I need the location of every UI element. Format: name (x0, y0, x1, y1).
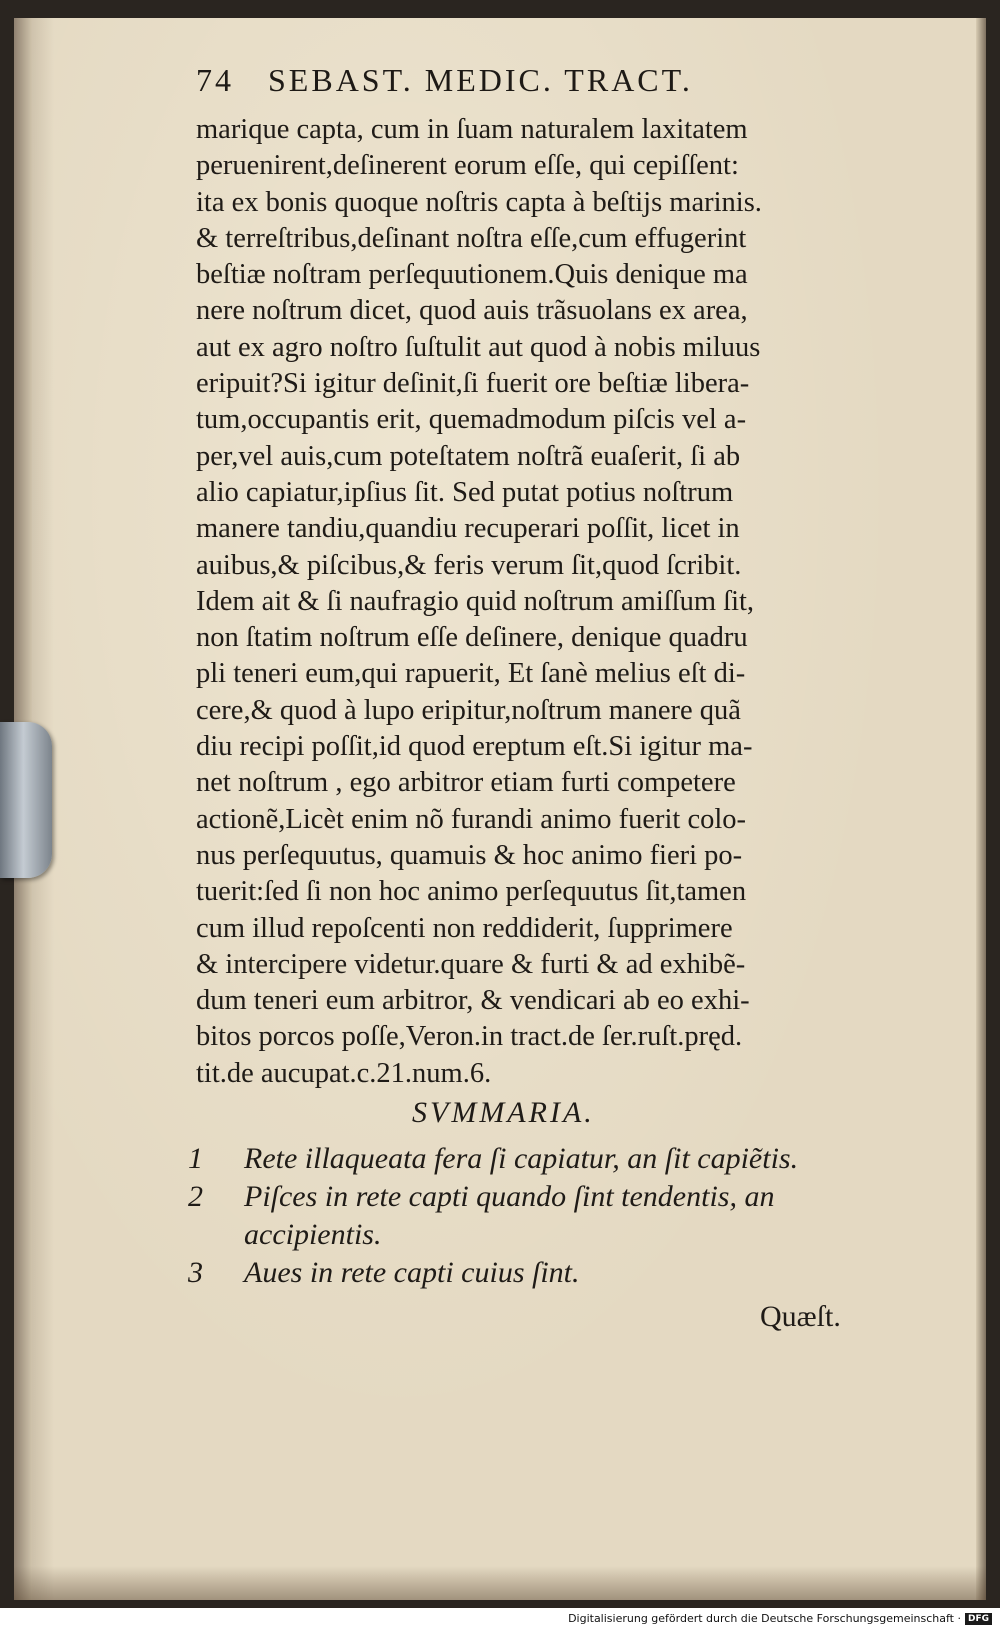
text-line: actionẽ,Licèt enim nõ furandi animo fuerit colo- (196, 803, 747, 835)
text-line: nus perſequutus, quamuis & hoc animo fieri po- (196, 839, 743, 871)
summaria-item (188, 1254, 888, 1292)
text-line: pli teneri eum,qui rapuerit, Et ſanè melius eſt di- (196, 658, 746, 690)
footer-text: Digitalisierung gefördert durch die Deutsche Forschungsgemeinschaft · (568, 1612, 961, 1625)
text-line: peruenirent,deſinerent eorum eſſe, qui cepiſſent: (196, 150, 739, 182)
text-line: net noſtrum , ego arbitror etiam furti competere (196, 767, 736, 799)
summaria-item (188, 1178, 888, 1254)
summaria-number: 2 (188, 1180, 203, 1213)
text-line: tuerit:ſed ſi non hoc animo perſequutus ſit,tamen (196, 876, 747, 908)
summaria-text: Aues in rete capti cuius ſint. (244, 1256, 580, 1289)
text-line: cum illud repoſcenti non reddiderit, ſupprimere (196, 912, 733, 944)
summaria-title: SVMMARIA. (412, 1096, 595, 1129)
dfg-logo: DFG (965, 1613, 992, 1625)
summaria-text: Piſces in rete capti quando ſint tendentis, an accipientis. (244, 1180, 775, 1251)
text-line: & intercipere videtur.quare & furti & ad exhibẽ- (196, 948, 746, 980)
text-line: dum teneri eum arbitror, & vendicari ab eo exhi- (196, 985, 750, 1017)
text-line: nere noſtrum dicet, quod auis trãsuolans ex area, (196, 295, 748, 327)
text-line: & terreſtribus,deſinant noſtra eſſe,cum effugerint (196, 222, 747, 254)
summaria-text: Rete illaqueata fera ſi capiatur, an ſit capiẽtis. (244, 1142, 799, 1175)
running-title: SEBAST. MEDIC. TRACT. (268, 62, 693, 98)
catchword: Quæſt. (760, 1300, 841, 1333)
text-line: marique capta, cum in ſuam naturalem laxitatem (196, 114, 748, 145)
text-line: per,vel auis,cum poteſtatem noſtrã euaſerit, ſi ab (196, 440, 741, 472)
text-line: bitos porcos poſſe,Veron.in tract.de ſer.ruſt.pręd. (196, 1021, 743, 1053)
text-line: tit.de aucupat.c.21.num.6. (196, 1057, 492, 1089)
text-line: ita ex bonis quoque noſtris capta à beſtijs marinis. (196, 186, 762, 218)
text-line: Idem ait & ſi naufragio quid noſtrum amiſſum ſit, (196, 585, 755, 617)
summaria-item (188, 1140, 888, 1178)
digitization-footer (568, 1612, 992, 1625)
summaria-number: 3 (188, 1256, 203, 1289)
text-line: auibus,& piſcibus,& feris verum ſit,quod ſcribit. (196, 549, 742, 581)
text-line: tum,occupantis erit, quemadmodum piſcis vel a- (196, 404, 747, 436)
text-line: non ſtatim noſtrum eſſe deſinere, denique quadru (196, 622, 748, 654)
text-line: aut ex agro noſtro ſuſtulit aut quod à nobis miluus (196, 331, 761, 363)
text-line: beſtiæ noſtram perſequutionem.Quis denique ma (196, 259, 748, 291)
summaria-number: 1 (188, 1142, 203, 1175)
page-number: 74 (196, 62, 234, 98)
text-line: diu recipi poſſit,id quod ereptum eſt.Si igitur ma- (196, 731, 753, 763)
summaria-list (188, 1140, 888, 1292)
metal-clip (0, 722, 52, 878)
text-line: manere tandiu,quandiu recuperari poſſit, licet in (196, 513, 740, 545)
page-bottom-edge (14, 1566, 986, 1600)
page-fore-edge (976, 18, 986, 1600)
running-header (196, 62, 796, 99)
text-line: alio capiatur,ipſius ſit. Sed putat potius noſtrum (196, 476, 734, 508)
text-line: eripuit?Si igitur deſinit,ſi fuerit ore beſtiæ libera- (196, 368, 750, 400)
text-line: cere,& quod à lupo eripitur,noſtrum manere quã (196, 694, 741, 726)
body-text (196, 112, 868, 1092)
